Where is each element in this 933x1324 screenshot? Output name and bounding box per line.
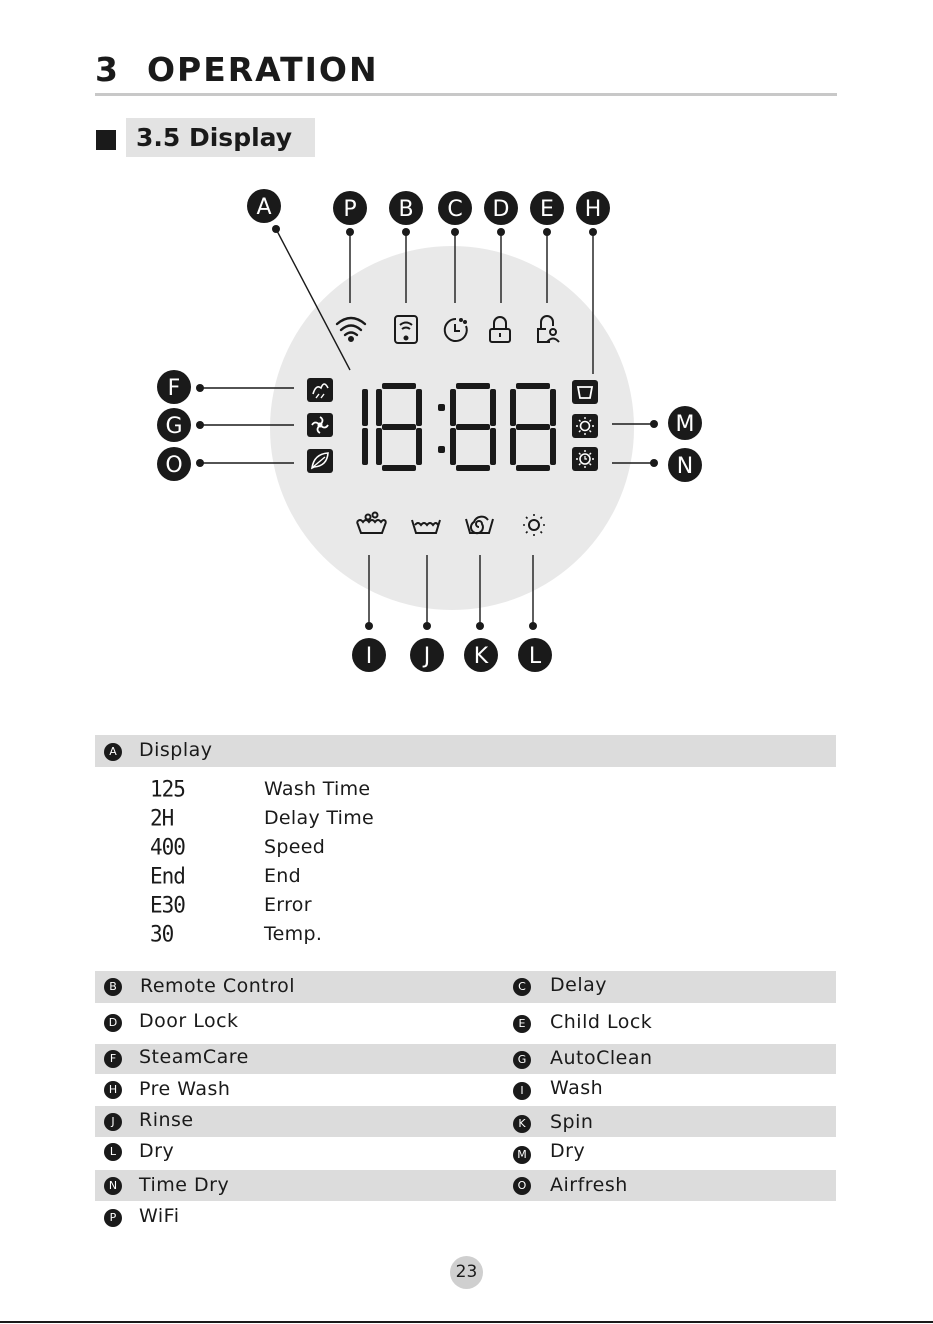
callout-o (157, 447, 191, 481)
display-mode-label: Delay Time (264, 807, 375, 829)
dry-sun-icon (572, 414, 598, 438)
digit-3-segment-d (516, 465, 550, 471)
callout-l (518, 638, 552, 672)
digit-2-segment-f (450, 389, 456, 426)
callout-n (668, 448, 702, 482)
callout-d (484, 191, 518, 225)
legend-marker-b: B (104, 978, 122, 996)
legend-label-autoclean: AutoClean (550, 1047, 653, 1069)
digit-1-segment-g (382, 424, 416, 430)
legend-label-dry-m: Dry (550, 1140, 586, 1162)
chapter-number: 3 (95, 50, 120, 89)
digit-3-segment-g (516, 424, 550, 430)
digit-1-segment-b (416, 389, 422, 426)
legend-marker-h: H (104, 1081, 122, 1099)
display-mode-code: E30 (150, 892, 185, 918)
callout-i (352, 638, 386, 672)
legend-marker-m: M (513, 1146, 531, 1164)
svg-text:J: J (423, 644, 431, 669)
svg-text:P: P (343, 197, 357, 222)
digit-1-segment-c (416, 428, 422, 465)
digit-1-segment-d (382, 465, 416, 471)
airfresh-icon (307, 449, 333, 473)
display-mode-code: 125 (150, 776, 185, 802)
legend-label-door-lock: Door Lock (139, 1010, 239, 1032)
svg-text:M: M (675, 412, 695, 437)
svg-text:I: I (365, 644, 373, 669)
display-mode-code: 2H (150, 805, 174, 831)
svg-text:E: E (540, 197, 554, 222)
callout-p (333, 191, 367, 225)
legend-marker-c: C (513, 978, 531, 996)
clock-readout: 18:88 (0, 0, 3, 1)
display-mode-code: 30 (150, 921, 174, 947)
callout-j (410, 638, 444, 672)
legend-marker-f: F (104, 1050, 122, 1068)
legend-label-child-lock: Child Lock (550, 1011, 653, 1033)
svg-text:H: H (584, 197, 602, 222)
callout-b (389, 191, 423, 225)
svg-text:K: K (473, 644, 489, 669)
callout-c (438, 191, 472, 225)
legend-marker-k: K (513, 1115, 531, 1133)
legend-band (95, 1106, 836, 1137)
legend-marker-a: A (104, 743, 122, 761)
legend-label-wash: Wash (550, 1077, 604, 1099)
legend-label-dry: Dry (139, 1140, 175, 1162)
digit-1-segment-a (382, 383, 416, 389)
legend-label-rinse: Rinse (139, 1109, 194, 1131)
chapter-title: OPERATION (146, 50, 379, 89)
digit-3-segment-c (550, 428, 556, 465)
display-mode-label: Error (264, 894, 312, 916)
digit-3-segment-b (550, 389, 556, 426)
steamcare-icon (307, 378, 333, 402)
legend-label-time-dry: Time Dry (139, 1174, 230, 1196)
digit-1-segment-e (376, 428, 382, 465)
legend-marker-i: I (513, 1082, 531, 1100)
digit-3-segment-e (510, 428, 516, 465)
digit-2-segment-g (456, 424, 490, 430)
prewash-icon (572, 380, 598, 404)
legend-marker-o: O (513, 1177, 531, 1195)
legend-label-pre-wash: Pre Wash (139, 1078, 231, 1100)
legend-label-airfresh: Airfresh (550, 1174, 628, 1196)
digit-0-segment-c (362, 428, 368, 465)
callout-g (157, 408, 191, 442)
legend-display-title: Display (139, 739, 213, 761)
callout-a (247, 189, 281, 223)
display-mode-label: End (264, 865, 302, 887)
page-bottom-rule (0, 1321, 933, 1323)
digit-2-segment-a (456, 383, 490, 389)
legend-marker-p: P (104, 1209, 122, 1227)
svg-text:G: G (165, 414, 183, 439)
callout-e (530, 191, 564, 225)
legend-marker-j: J (104, 1113, 122, 1131)
legend-marker-n: N (104, 1177, 122, 1195)
svg-text:A: A (256, 195, 272, 220)
digit-1-segment-f (376, 389, 382, 426)
legend-label-steamcare: SteamCare (139, 1046, 249, 1068)
digit-2-segment-c (490, 428, 496, 465)
callout-f (157, 370, 191, 404)
callout-k (464, 638, 498, 672)
callout-m (668, 406, 702, 440)
svg-text:B: B (398, 197, 414, 222)
time-dry-icon (572, 447, 598, 471)
legend-marker-d: D (104, 1014, 122, 1032)
svg-text:C: C (447, 197, 463, 222)
svg-text:O: O (165, 453, 183, 478)
legend-marker-g: G (513, 1051, 531, 1069)
digit-2-segment-d (456, 465, 490, 471)
colon-dot-bottom (438, 446, 445, 453)
legend-label-wifi: WiFi (139, 1205, 180, 1227)
svg-text:L: L (528, 644, 542, 669)
section-title: 3.5 Display (136, 123, 293, 152)
legend-label-remote-control: Remote Control (140, 975, 296, 997)
legend-marker-e: E (513, 1015, 531, 1033)
callout-h (576, 191, 610, 225)
display-mode-code: 400 (150, 834, 185, 860)
svg-text:F: F (167, 376, 181, 401)
legend-marker-l: L (104, 1143, 122, 1161)
page-number: 23 (450, 1256, 483, 1289)
digit-0-segment-b (362, 389, 368, 426)
legend-label-spin: Spin (550, 1111, 594, 1133)
autoclean-icon (307, 413, 333, 437)
display-mode-label: Speed (264, 836, 326, 858)
display-mode-label: Wash Time (264, 778, 371, 800)
digit-3-segment-f (510, 389, 516, 426)
display-mode-label: Temp. (264, 923, 323, 945)
legend-label-delay: Delay (550, 974, 607, 996)
svg-text:N: N (676, 454, 694, 479)
digit-3-segment-a (516, 383, 550, 389)
colon-dot-top (438, 404, 445, 411)
display-mode-code: End (150, 863, 185, 889)
svg-text:D: D (492, 197, 510, 222)
digit-2-segment-b (490, 389, 496, 426)
digit-2-segment-e (450, 428, 456, 465)
